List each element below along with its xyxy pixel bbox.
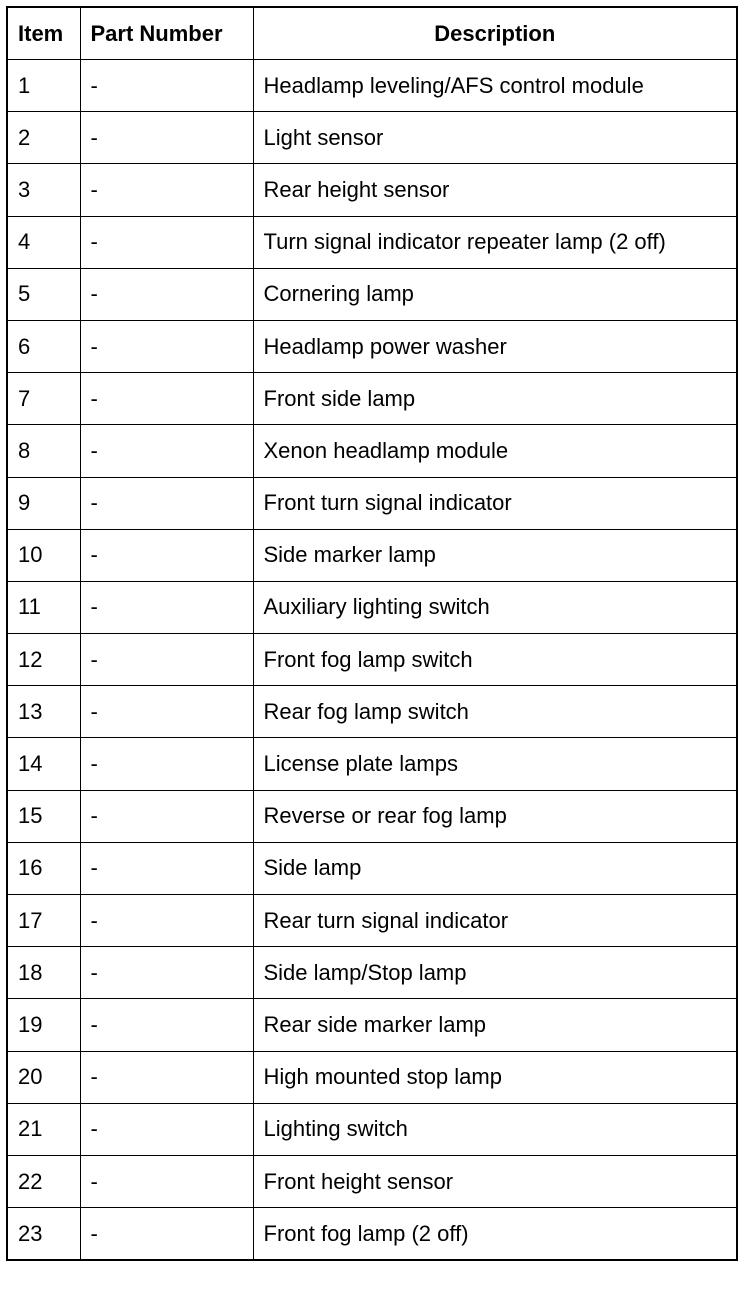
cell-part-number: -: [80, 1103, 253, 1155]
cell-item: 3: [7, 164, 80, 216]
cell-description: Rear turn signal indicator: [253, 895, 737, 947]
cell-description: Rear fog lamp switch: [253, 686, 737, 738]
cell-item: 7: [7, 373, 80, 425]
cell-description: License plate lamps: [253, 738, 737, 790]
cell-item: 14: [7, 738, 80, 790]
cell-item: 2: [7, 112, 80, 164]
cell-description: Lighting switch: [253, 1103, 737, 1155]
cell-part-number: -: [80, 60, 253, 112]
table-row: [7, 477, 737, 529]
cell-item: 1: [7, 60, 80, 112]
table-row: [7, 216, 737, 268]
cell-item: 10: [7, 529, 80, 581]
cell-description: Headlamp power washer: [253, 320, 737, 372]
cell-description: Auxiliary lighting switch: [253, 581, 737, 633]
table-row: [7, 1103, 737, 1155]
cell-description: Xenon headlamp module: [253, 425, 737, 477]
cell-part-number: -: [80, 164, 253, 216]
table-row: [7, 634, 737, 686]
cell-description: Reverse or rear fog lamp: [253, 790, 737, 842]
cell-item: 6: [7, 320, 80, 372]
cell-item: 8: [7, 425, 80, 477]
cell-item: 19: [7, 999, 80, 1051]
cell-part-number: -: [80, 686, 253, 738]
cell-description: Headlamp leveling/AFS control module: [253, 60, 737, 112]
cell-item: 18: [7, 947, 80, 999]
cell-item: 15: [7, 790, 80, 842]
table-row: [7, 999, 737, 1051]
cell-description: Front fog lamp (2 off): [253, 1208, 737, 1261]
cell-part-number: -: [80, 529, 253, 581]
cell-item: 9: [7, 477, 80, 529]
cell-part-number: -: [80, 738, 253, 790]
table-row: [7, 164, 737, 216]
cell-description: Front side lamp: [253, 373, 737, 425]
table-row: [7, 373, 737, 425]
cell-part-number: -: [80, 112, 253, 164]
column-header-item: Item: [7, 7, 80, 60]
table-row: [7, 842, 737, 894]
cell-description: Rear height sensor: [253, 164, 737, 216]
cell-description: Side lamp/Stop lamp: [253, 947, 737, 999]
table-row: [7, 320, 737, 372]
cell-description: Front height sensor: [253, 1155, 737, 1207]
cell-part-number: -: [80, 268, 253, 320]
cell-description: Cornering lamp: [253, 268, 737, 320]
table-row: [7, 581, 737, 633]
cell-description: Rear side marker lamp: [253, 999, 737, 1051]
cell-item: 17: [7, 895, 80, 947]
cell-description: High mounted stop lamp: [253, 1051, 737, 1103]
cell-part-number: -: [80, 1051, 253, 1103]
table-row: [7, 112, 737, 164]
cell-item: 22: [7, 1155, 80, 1207]
cell-description: Turn signal indicator repeater lamp (2 off): [253, 216, 737, 268]
table-header: [7, 7, 737, 60]
cell-item: 11: [7, 581, 80, 633]
cell-item: 12: [7, 634, 80, 686]
cell-item: 5: [7, 268, 80, 320]
table-row: [7, 686, 737, 738]
cell-item: 4: [7, 216, 80, 268]
table-row: [7, 738, 737, 790]
column-header-description: Description: [253, 7, 737, 60]
cell-description: Front fog lamp switch: [253, 634, 737, 686]
table-row: [7, 1051, 737, 1103]
cell-part-number: -: [80, 634, 253, 686]
cell-part-number: -: [80, 999, 253, 1051]
table-row: [7, 268, 737, 320]
cell-part-number: -: [80, 477, 253, 529]
cell-description: Side lamp: [253, 842, 737, 894]
cell-part-number: -: [80, 842, 253, 894]
parts-table: [6, 6, 738, 1261]
table-row: [7, 529, 737, 581]
table-row: [7, 60, 737, 112]
cell-description: Side marker lamp: [253, 529, 737, 581]
table-row: [7, 895, 737, 947]
cell-part-number: -: [80, 320, 253, 372]
table-row: [7, 947, 737, 999]
table-row: [7, 790, 737, 842]
cell-part-number: -: [80, 581, 253, 633]
table-body: [7, 60, 737, 1261]
cell-item: 20: [7, 1051, 80, 1103]
table-row: [7, 1208, 737, 1261]
cell-part-number: -: [80, 1155, 253, 1207]
cell-part-number: -: [80, 216, 253, 268]
cell-part-number: -: [80, 895, 253, 947]
cell-description: Light sensor: [253, 112, 737, 164]
table-row: [7, 425, 737, 477]
cell-item: 23: [7, 1208, 80, 1261]
cell-part-number: -: [80, 373, 253, 425]
cell-item: 21: [7, 1103, 80, 1155]
cell-item: 13: [7, 686, 80, 738]
cell-description: Front turn signal indicator: [253, 477, 737, 529]
table-row: [7, 1155, 737, 1207]
cell-part-number: -: [80, 790, 253, 842]
cell-part-number: -: [80, 1208, 253, 1261]
cell-part-number: -: [80, 425, 253, 477]
cell-part-number: -: [80, 947, 253, 999]
header-row: [7, 7, 737, 60]
cell-item: 16: [7, 842, 80, 894]
column-header-part-number: Part Number: [80, 7, 253, 60]
